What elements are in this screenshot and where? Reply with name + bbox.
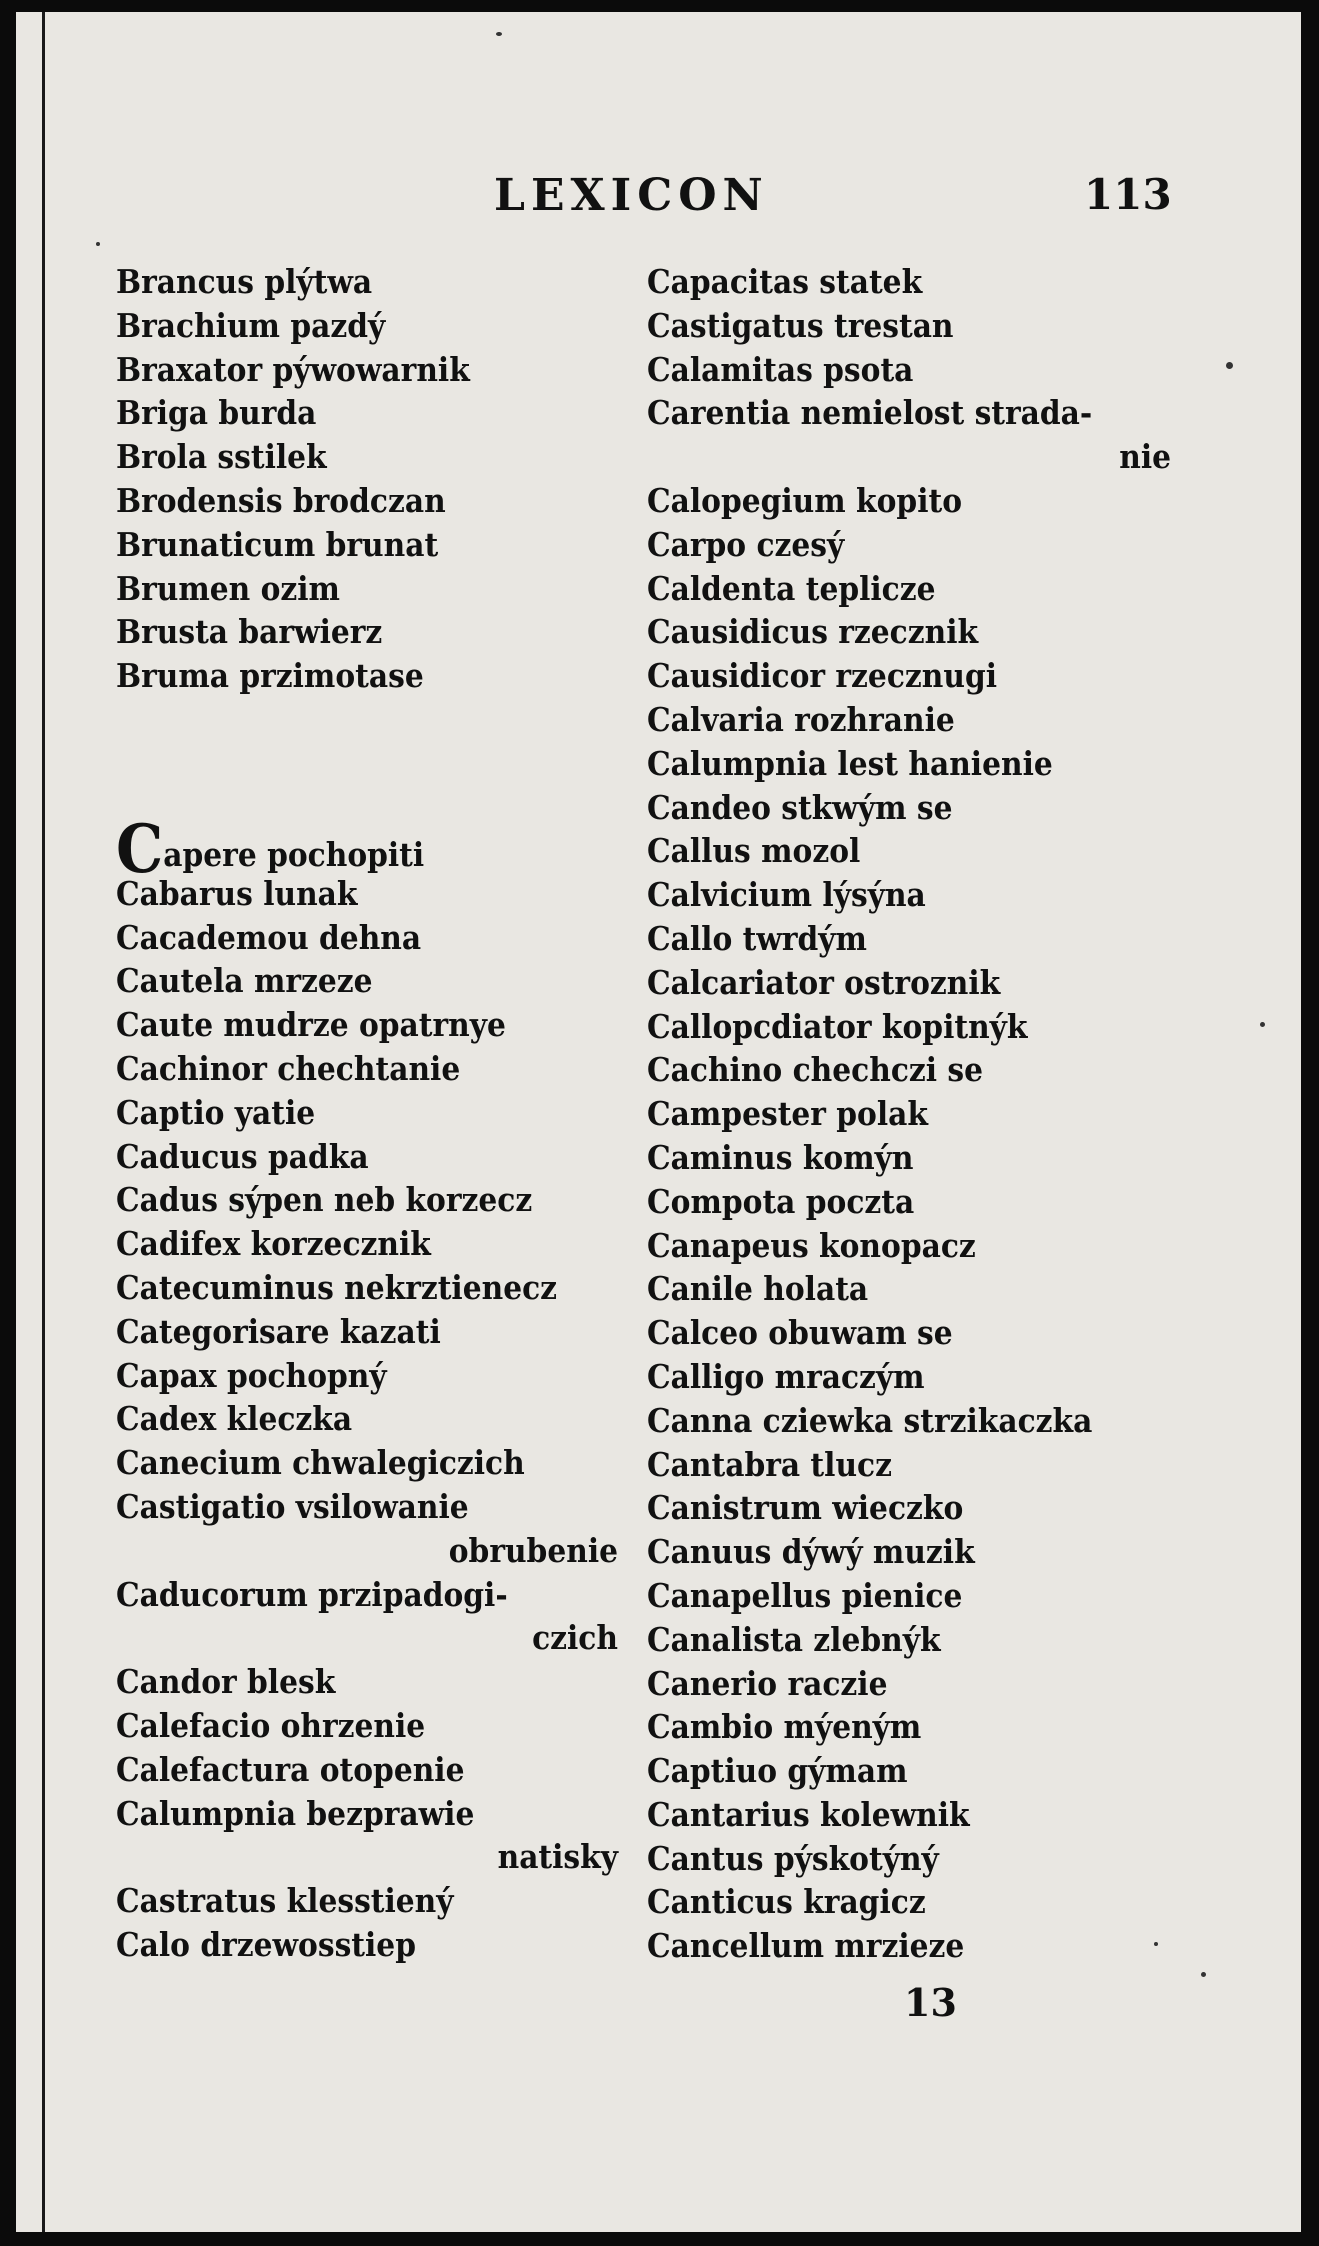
lexicon-entry: Capacitas statek (647, 262, 923, 301)
lexicon-entry-continuation: obrubenie (448, 1530, 618, 1570)
ink-speck (1260, 1022, 1265, 1027)
lexicon-entry: Canapellus pienice (647, 1575, 963, 1615)
book-page (16, 12, 1301, 2232)
lexicon-entry: Callus mozol (647, 831, 861, 871)
lexicon-entry: Candor blesk (116, 1662, 336, 1702)
lexicon-entry: Canna cziewka strzikaczka (647, 1400, 1093, 1440)
lexicon-entry: Calvaria rozhranie (647, 699, 955, 739)
lexicon-entry: Capax pochopný (116, 1355, 387, 1395)
lexicon-entry-continuation: nie (1119, 437, 1171, 477)
lexicon-entry: Brachium pazdý (116, 305, 386, 345)
lexicon-entry: Caminus komýn (647, 1137, 914, 1177)
lexicon-entry-continuation: natisky (497, 1837, 618, 1877)
lexicon-entry: Canuus dýwý muzik (647, 1532, 975, 1572)
section-first-entry (116, 809, 584, 888)
lexicon-entry: Brola sstilek (116, 437, 327, 477)
lexicon-entry: Causidicor rzecznugi (647, 656, 998, 696)
lexicon-entry: Cadus sýpen neb korzecz (116, 1180, 533, 1220)
lexicon-entry: Calligo mraczým (647, 1356, 925, 1396)
lexicon-entry: Briga burda (116, 393, 317, 433)
lexicon-entry: Cadifex korzecznik (116, 1224, 431, 1264)
ink-speck (1226, 362, 1233, 369)
lexicon-entry: Castigatio vsilowanie (116, 1486, 469, 1526)
page-header (16, 170, 1301, 230)
lexicon-entry: Canalista zlebnýk (647, 1619, 941, 1659)
lexicon-entry: Bruma przimotase (116, 656, 424, 696)
lexicon-entry: Calefactura otopenie (116, 1749, 465, 1789)
ink-speck (96, 242, 100, 246)
lexicon-entry: Calcariator ostroznik (647, 962, 1001, 1002)
lexicon-entry: Calvicium lýsýna (647, 875, 926, 915)
lexicon-entry: Canticus kragicz (647, 1882, 926, 1922)
lexicon-entry: Campester polak (647, 1094, 928, 1134)
lexicon-entry: Cancellum mrzieze (647, 1926, 965, 1966)
lexicon-entry: Cantarius kolewnik (647, 1794, 970, 1834)
lexicon-entry: Caldenta teplicze (647, 568, 936, 608)
lexicon-entry: Caducorum przipadogi- (116, 1574, 508, 1614)
lexicon-entry: Calamitas psota (647, 349, 914, 389)
lexicon-entry: Cadex kleczka (116, 1399, 353, 1439)
lexicon-entry: Caducus padka (116, 1136, 369, 1176)
lexicon-entry: Canapeus konopacz (647, 1225, 976, 1265)
lexicon-entry: Cantabra tlucz (647, 1444, 892, 1484)
page-number: 113 (1084, 170, 1172, 219)
lexicon-entry: Carentia nemielost strada- (647, 393, 1093, 433)
section-first-entry-rest: apere pochopiti (163, 834, 425, 874)
lexicon-entry: Cacademou dehna (116, 917, 422, 957)
lexicon-entry: Calefacio ohrzenie (116, 1705, 426, 1745)
lexicon-entry: Cabarus lunak (116, 873, 358, 913)
lexicon-entry: Canecium chwalegiczich (116, 1443, 525, 1483)
lexicon-entry: Brodensis brodczan (116, 480, 446, 520)
lexicon-entry: Causidicus rzecznik (647, 612, 979, 652)
lexicon-entry: Canerio raczie (647, 1663, 888, 1703)
lexicon-entry: Categorisare kazati (116, 1311, 441, 1351)
lexicon-entry: Calumpnia lest hanienie (647, 743, 1053, 783)
lexicon-entry: Captiuo gýmam (647, 1751, 908, 1791)
lexicon-entry: Carpo czesý (647, 524, 845, 564)
lexicon-entry: Catecuminus nekrztienecz (116, 1267, 558, 1307)
lexicon-entry: Castigatus trestan (647, 305, 954, 345)
lexicon-entry: Canistrum wieczko (647, 1488, 964, 1528)
lexicon-entry: Callo twrdým (647, 918, 867, 958)
lexicon-entry: Calopegium kopito (647, 480, 963, 520)
lexicon-entry: Compota poczta (647, 1181, 915, 1221)
lexicon-entry: Braxator pýwowarnik (116, 349, 470, 389)
left-column (116, 260, 636, 1967)
lexicon-entry: Brusta barwierz (116, 612, 383, 652)
lexicon-entry: Calo drzewosstiep (116, 1924, 416, 1964)
section-break (116, 698, 636, 828)
section-initial: C (116, 809, 164, 888)
lexicon-entry: Canile holata (647, 1269, 869, 1309)
lexicon-entry: Caute mudrze opatrnye (116, 1005, 506, 1045)
lexicon-entry: Castratus klesstiený (116, 1881, 454, 1921)
lexicon-entry-continuation: czich (532, 1618, 618, 1658)
gutter-edge (42, 12, 45, 2232)
lexicon-entry: Cachinor chechtanie (116, 1048, 461, 1088)
lexicon-entry: Brumen ozim (116, 568, 340, 608)
ink-speck (496, 32, 502, 36)
lexicon-entry: Captio yatie (116, 1092, 316, 1132)
lexicon-entry: Cantus pýskotýný (647, 1838, 939, 1878)
running-title: LEXICON (494, 170, 769, 221)
lexicon-entry: Cambio mýeným (647, 1707, 922, 1747)
lexicon-entry: Brancus plýtwa (116, 262, 373, 301)
lexicon-entry: Cachino chechczi se (647, 1050, 984, 1090)
right-column (647, 260, 1207, 1968)
lexicon-entry: Calceo obuwam se (647, 1313, 953, 1353)
lexicon-entry: Brunaticum brunat (116, 524, 439, 564)
lexicon-entry: Callopcdiator kopitnýk (647, 1006, 1028, 1046)
lexicon-entry: Cautela mrzeze (116, 961, 373, 1001)
ink-speck (1154, 1942, 1158, 1946)
lexicon-entry: Calumpnia bezprawie (116, 1793, 475, 1833)
lexicon-entry: Candeo stkwým se (647, 787, 953, 827)
printer-signature: 13 (904, 1980, 957, 2025)
ink-speck (1201, 1972, 1206, 1977)
